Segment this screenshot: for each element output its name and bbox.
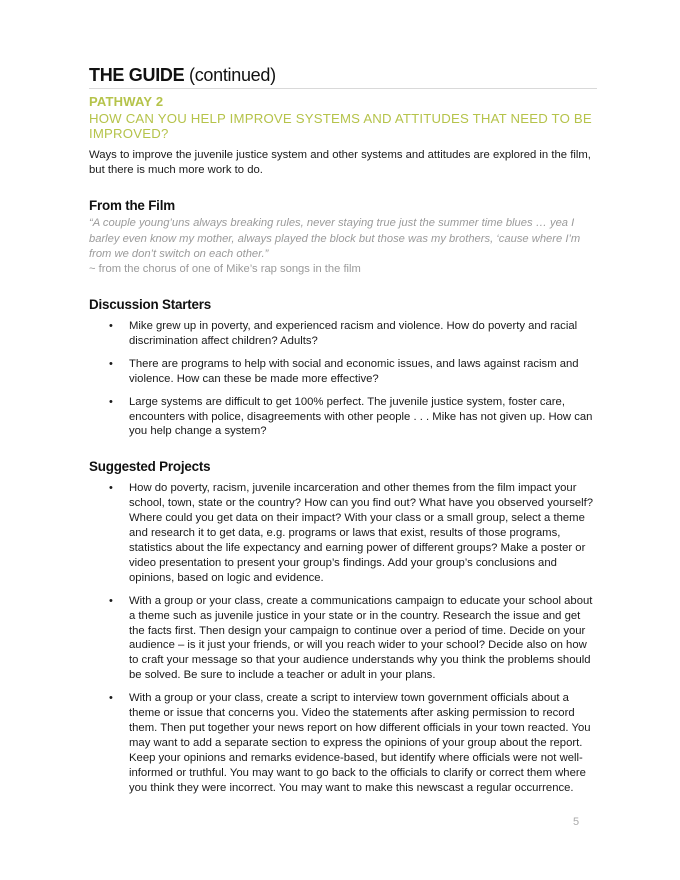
list-item [89,481,597,585]
list-item [89,594,597,683]
list-item-text: There are programs to help with social and economic issues, and laws against racism and violence. How can these be made more effective? [129,357,579,385]
list-item-text: How do poverty, racism, juvenile incarceration and other themes from the film impact your school, town, state or the country? How can you find out? What have you observed yourself? Where could you get data on their impact? With your class or a small group, select a theme and research it to get data, e.g. programs or laws that exist, results of those programs, statistics about the life expectancy and earning power of different groups? Make a poster or video presentation to present your group’s findings. Add your group’s conclusions and opinions, based on logic and evidence. [129,482,594,584]
list-item [89,319,597,349]
list-item-text: With a group or your class, create a script to interview town government officials about a theme or issue that concerns you. Video the statements after asking permission to record them. Then put together your news report on how different officials in your town reacted. You may want to add a separate section to express the opinions of your group about the report. Keep your opinions and remarks evidence-based, but identify where officials were not well-informed or truthful. You may want to go back to the officials to clarify or correct them where you think they were incorrect. You may want to make this newscast a regular occurrence. [129,692,591,794]
bullet-icon: • [109,395,113,408]
bullet-icon: • [109,320,113,333]
pathway-question: HOW CAN YOU HELP IMPROVE SYSTEMS AND ATTITUDES THAT NEED TO BE IMPROVED? [89,111,592,141]
projects-heading: Suggested Projects [89,459,211,475]
list-item [89,357,597,387]
list-item-text: Large systems are difficult to get 100% perfect. The juvenile justice system, foster care, encounters with police, disagreements with other people . . . Mike has not given up. How can you help change a system? [129,395,593,438]
list-item [89,691,597,795]
discussion-heading: Discussion Starters [89,297,211,313]
title-divider [89,88,597,89]
pathway-label: PATHWAY 2 [89,94,164,109]
from-film-heading: From the Film [89,198,175,214]
bullet-icon: • [109,357,113,370]
quote-attribution: ~ from the chorus of one of Mike’s rap songs in the film [89,263,361,276]
page-title [89,64,597,86]
list-item [89,395,597,440]
bullet-icon: • [109,594,113,607]
projects-list [89,481,597,795]
bullet-icon: • [109,692,113,705]
discussion-list [89,319,597,439]
film-quote: “A couple young’uns always breaking rules, never staying true just the summer time blues … yea I barley even know my mother, always played the block but those was my brothers, ‘cause where I’m from we don’t switch on each other.” [89,217,581,260]
title-main: THE GUIDE [89,65,185,85]
page-number: 5 [573,816,580,828]
list-item-text: Mike grew up in poverty, and experienced racism and violence. How do poverty and racial discrimination affect children? Adults? [129,320,578,347]
list-item-text: With a group or your class, create a communications campaign to educate your school about a theme such as juvenile justice in your state or in the country. Research the issue and get the facts first. Then design your campaign to continue over a period of time. Decide on your audience – is it just your friends, or will you reach wider to your school? Decide also on how to craft your message so that your audience understands why you think the problems should be solved. Be sure to include a teacher or adult in your plans. [129,594,593,682]
bullet-icon: • [109,482,113,495]
title-continued: (continued) [189,65,276,85]
pathway-intro: Ways to improve the juvenile justice system and other systems and attitudes are explored in the film, but there is much more work to do. [89,149,591,177]
document-page [89,64,597,803]
